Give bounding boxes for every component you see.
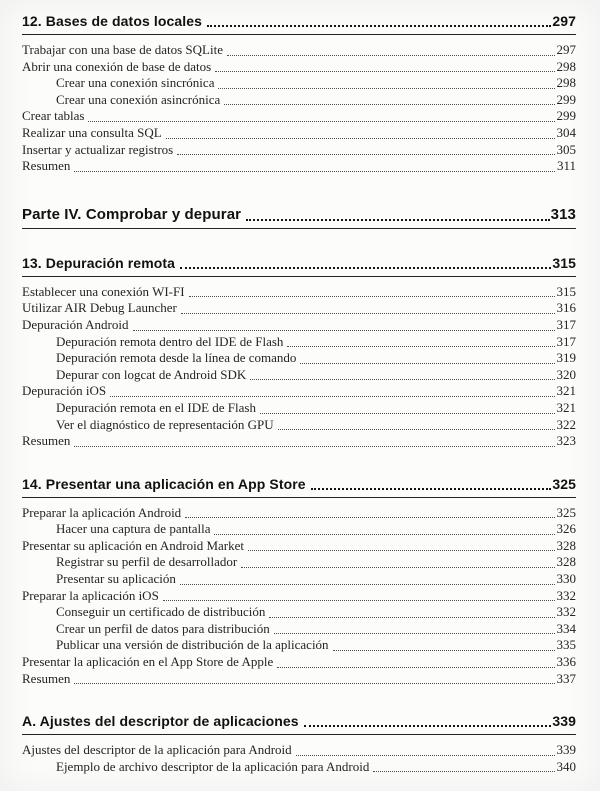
entry-title: Publicar una versión de distribución de la aplicación [56,637,329,653]
entry-title: Hacer una captura de pantalla [56,521,211,537]
toc-entry [22,654,576,671]
entry-title: Depuración remota dentro del IDE de Flash [56,333,284,349]
dot-leader [74,171,555,172]
heading-title: A. Ajustes del descriptor de aplicaciones [22,713,299,730]
dot-leader [304,725,552,727]
entry-title: Ajustes del descriptor de la aplicación para Android [22,742,292,758]
dot-leader [296,755,555,756]
toc-entry [22,383,576,400]
dot-leader [260,413,555,414]
entry-title: Crear una conexión asincrónica [56,91,221,107]
dot-leader [278,429,555,430]
dot-leader [227,55,555,56]
dot-leader [74,683,554,684]
toc-entry [22,521,576,538]
entry-list [22,505,576,688]
entry-page-number: 317 [556,333,576,349]
entry-page-number: 311 [556,158,576,174]
heading-rule [22,276,576,277]
toc-entry [22,317,576,334]
entry-title: Trabajar con una base de datos SQLite [22,42,223,57]
toc-entry [22,75,576,92]
heading-rule [22,497,576,498]
entry-page-number: 334 [556,620,576,636]
heading-rule [22,734,576,735]
dot-leader [180,584,555,585]
toc-entry [22,588,576,605]
entry-page-number: 323 [556,433,576,449]
toc-entry [22,505,576,522]
entry-title: Ver el diagnóstico de representación GPU [56,416,274,432]
toc-entry [22,158,576,175]
entry-title: Resumen [22,433,71,449]
heading-rule [22,228,576,229]
dot-leader [333,650,555,651]
dot-leader [311,488,552,490]
toc-entry [22,300,576,317]
entry-list [22,42,576,175]
dot-leader [74,446,554,447]
heading-page-number: 325 [552,475,576,492]
dot-leader [274,633,555,634]
entry-page-number: 326 [556,521,576,537]
entry-title: Depuración remota en el IDE de Flash [56,399,256,415]
dot-leader [250,379,554,380]
toc-entry [22,59,576,76]
entry-page-number: 321 [556,383,576,399]
dot-leader [181,313,555,314]
toc-section-chapter [22,12,576,175]
heading-rule [22,34,576,35]
entry-page-number: 330 [556,571,576,587]
table-of-contents [22,12,576,775]
entry-page-number: 328 [556,537,576,553]
toc-entry [22,284,576,301]
heading-title: 12. Bases de datos locales [22,13,203,29]
entry-page-number: 299 [556,108,576,124]
heading-title: 14. Presentar una aplicación en App Store [22,475,306,492]
entry-title: Insertar y actualizar registros [22,141,174,157]
dot-leader [88,121,554,122]
toc-entry [22,400,576,417]
dot-leader [287,346,554,347]
entry-title: Resumen [22,158,71,174]
toc-entry [22,571,576,588]
dot-leader [277,667,554,668]
dot-leader [215,71,554,72]
toc-entry [22,92,576,109]
entry-title: Preparar la aplicación iOS [22,587,159,603]
toc-entry [22,621,576,638]
dot-leader [189,296,555,297]
entry-title: Presentar su aplicación [56,571,176,587]
toc-entry [22,108,576,125]
dot-leader [180,267,551,269]
dot-leader [166,138,555,139]
dot-leader [224,104,554,105]
heading-page-number: 315 [552,254,576,271]
toc-entry [22,42,576,59]
entry-list [22,284,576,450]
entry-title: Conseguir un certificado de distribución [56,604,266,620]
entry-page-number: 299 [556,91,576,107]
toc-entry [22,538,576,555]
entry-page-number: 297 [556,42,576,57]
toc-entry [22,142,576,159]
entry-title: Depuración Android [22,316,129,332]
entry-title: Depuración iOS [22,383,107,399]
entry-page-number: 328 [556,554,576,570]
entry-page-number: 339 [556,742,576,758]
heading-page-number: 313 [550,205,576,223]
entry-page-number: 332 [556,587,576,603]
entry-page-number: 305 [556,141,576,157]
toc-section-part [22,205,576,229]
toc-section-chapter [22,254,576,450]
toc-entry [22,759,576,776]
toc-entry [22,671,576,688]
toc-section-chapter [22,475,576,688]
entry-page-number: 335 [556,637,576,653]
toc-section-chapter [22,712,576,775]
dot-leader [214,534,554,535]
dot-leader [241,567,554,568]
toc-entry [22,637,576,654]
entry-title: Ejemplo de archivo descriptor de la aplicación para Android [56,758,370,774]
toc-entry [22,417,576,434]
entry-title: Crear tablas [22,108,85,124]
entry-title: Preparar la aplicación Android [22,504,182,520]
entry-title: Depuración remota desde la línea de comando [56,350,297,366]
entry-page-number: 298 [556,58,576,74]
toc-entry [22,604,576,621]
dot-leader [373,771,554,772]
entry-title: Presentar la aplicación en el App Store de Apple [22,654,274,670]
entry-list [22,742,576,775]
dot-leader [300,363,554,364]
chapter-heading [22,12,576,31]
dot-leader [133,330,555,331]
dot-leader [218,88,554,89]
entry-title: Presentar su aplicación en Android Market [22,537,245,553]
entry-page-number: 316 [556,300,576,316]
dot-leader [110,396,554,397]
part-heading [22,205,576,225]
dot-leader [269,617,554,618]
toc-entry [22,367,576,384]
entry-page-number: 322 [556,416,576,432]
dot-leader [177,154,554,155]
entry-page-number: 320 [556,366,576,382]
entry-page-number: 336 [556,654,576,670]
dot-leader [163,600,555,601]
chapter-heading [22,254,576,273]
entry-page-number: 325 [556,504,576,520]
entry-page-number: 304 [556,124,576,140]
entry-title: Resumen [22,670,71,686]
entry-page-number: 332 [556,604,576,620]
dot-leader [246,219,550,221]
entry-title: Abrir una conexión de base de datos [22,58,212,74]
heading-page-number: 339 [552,713,576,730]
heading-title: 13. Depuración remota [22,254,176,271]
entry-title: Crear una conexión sincrónica [56,75,215,91]
toc-entry [22,554,576,571]
entry-page-number: 319 [556,350,576,366]
heading-page-number: 297 [552,13,576,29]
chapter-heading [22,475,576,494]
entry-title: Utilizar AIR Debug Launcher [22,300,177,316]
chapter-heading [22,712,576,731]
entry-title: Depurar con logcat de Android SDK [56,366,247,382]
entry-page-number: 317 [556,316,576,332]
heading-title: Parte IV. Comprobar y depurar [22,205,242,223]
entry-page-number: 315 [556,283,576,299]
entry-title: Establecer una conexión WI-FI [22,283,185,299]
entry-page-number: 298 [556,75,576,91]
toc-entry [22,433,576,450]
entry-title: Registrar su perfil de desarrollador [56,554,238,570]
toc-entry [22,125,576,142]
dot-leader [207,25,551,27]
toc-entry [22,742,576,759]
toc-entry [22,350,576,367]
entry-title: Realizar una consulta SQL [22,124,162,140]
entry-page-number: 321 [556,399,576,415]
entry-title: Crear un perfil de datos para distribución [56,620,270,636]
dot-leader [248,550,554,551]
toc-entry [22,334,576,351]
entry-page-number: 337 [556,670,576,686]
dot-leader [185,517,554,518]
entry-page-number: 340 [556,758,576,774]
